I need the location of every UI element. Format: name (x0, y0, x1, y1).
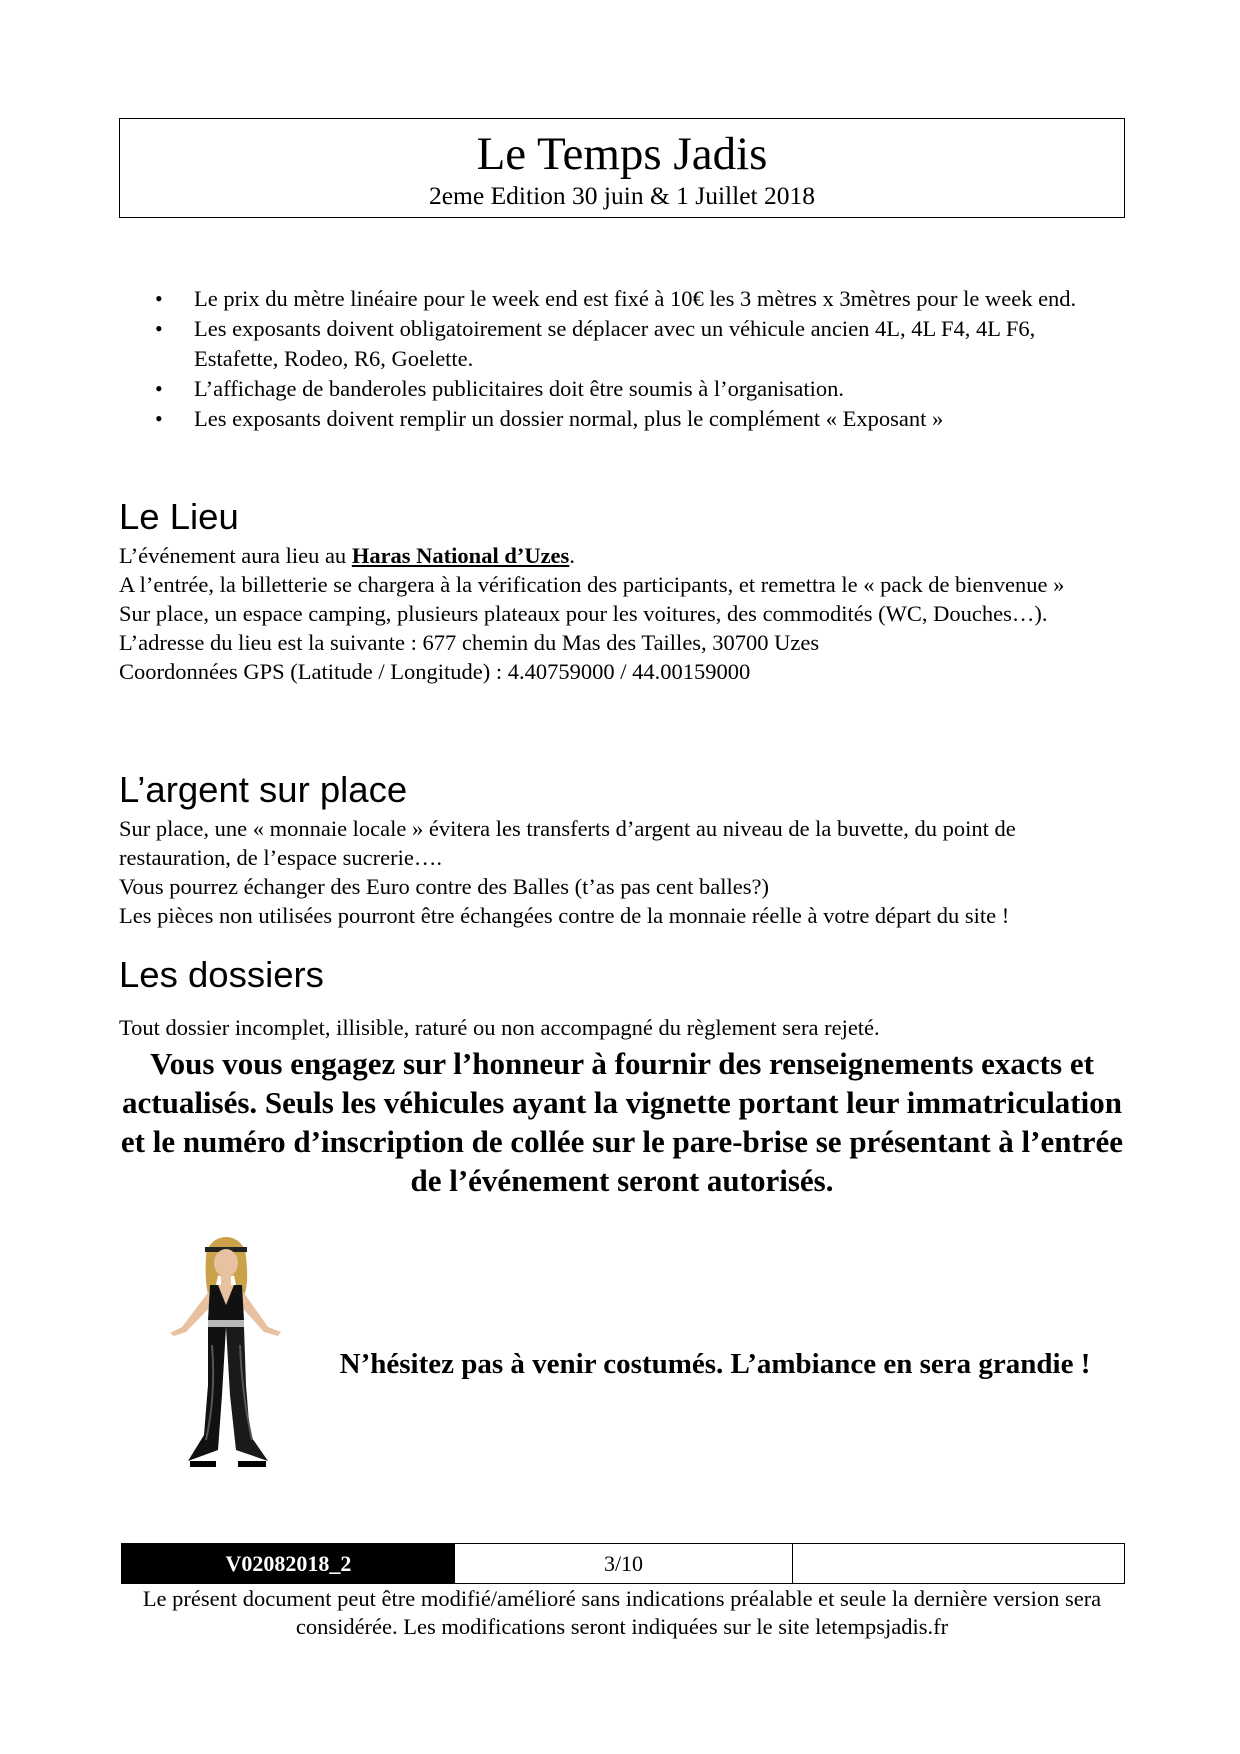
lieu-intro: L’événement aura lieu au Haras National d’Uzes. (119, 543, 575, 568)
lieu-gps: Coordonnées GPS (Latitude / Longitude) : 4.40759000 / 44.00159000 (119, 659, 751, 684)
bullet-icon: • (155, 376, 163, 401)
footer-note: Le présent document peut être modifié/amélioré sans indications préalable et seule la dernière version sera considérée. Les modifications seront indiquées sur le site letempsjadis.fr (142, 1586, 1102, 1639)
dossiers-line: Tout dossier incomplet, illisible, raturé ou non accompagné du règlement sera rejeté. (119, 1015, 880, 1040)
bullet-icon: • (155, 316, 163, 341)
lieu-paragraph (119, 541, 1129, 686)
section-heading-dossiers: Les dossiers (119, 954, 324, 995)
argent-line: Sur place, une « monnaie locale » évitera les transferts d’argent au niveau de la buvette, du point de restauration, de l’espace sucrerie…. (119, 816, 1016, 870)
version-cell: V02082018_2 (122, 1544, 455, 1583)
title-box (119, 118, 1125, 218)
bullet-icon: • (155, 406, 163, 431)
document-subtitle: 2eme Edition 30 juin & 1 Juillet 2018 (428, 181, 815, 210)
dossiers-commitment: Vous vous engagez sur l’honneur à fournir des renseignements exacts et actualisés. Seuls les véhicules ayant la vignette portant leur immatriculation et le numéro d’inscription de collée sur le pare-brise se présentant à l’entrée de l’événement seront autorisés. (120, 1046, 1124, 1198)
page-number-cell: 3/10 (455, 1544, 793, 1583)
lieu-line: A l’entrée, la billetterie se chargera à la vérification des participants, et remettra le « pack de bienvenue » (119, 572, 1065, 597)
costume-message: N’hésitez pas à venir costumés. L’ambiance en sera grandie ! (339, 1348, 1091, 1380)
argent-line: Les pièces non utilisées pourront être échangées contre de la monnaie réelle à votre départ du site ! (119, 903, 1010, 928)
lieu-address: L’adresse du lieu est la suivante : 677 chemin du Mas des Tailles, 30700 Uzes (119, 630, 820, 655)
lieu-line: Sur place, un espace camping, plusieurs plateaux pour les voitures, des commodités (WC, Douches…). (119, 601, 1048, 626)
bullet-icon: • (155, 286, 163, 311)
rules-list (148, 284, 1098, 434)
list-item: • Les exposants doivent remplir un dossier normal, plus le complément « Exposant » (148, 404, 1098, 434)
footer-table (121, 1543, 1125, 1584)
argent-line: Vous pourrez échanger des Euro contre des Balles (t’as pas cent balles?) (119, 874, 769, 899)
list-item: • L’affichage de banderoles publicitaires doit être soumis à l’organisation. (148, 374, 1098, 404)
empty-cell (793, 1544, 1124, 1583)
section-heading-lieu: Le Lieu (119, 496, 239, 537)
list-item: • Le prix du mètre linéaire pour le week end est fixé à 10€ les 3 mètres x 3mètres pour le week end. (148, 284, 1098, 314)
section-heading-argent: L’argent sur place (119, 769, 408, 810)
list-item: • Les exposants doivent obligatoirement se déplacer avec un véhicule ancien 4L, 4L F4, 4L F6, Estafette, Rodeo, R6, Goelette. (155, 316, 1036, 371)
document-title: Le Temps Jadis (476, 128, 768, 180)
venue-link[interactable]: Haras National d’Uzes (351, 543, 570, 568)
argent-paragraph (119, 814, 1129, 930)
costume-woman-image (160, 1235, 290, 1480)
